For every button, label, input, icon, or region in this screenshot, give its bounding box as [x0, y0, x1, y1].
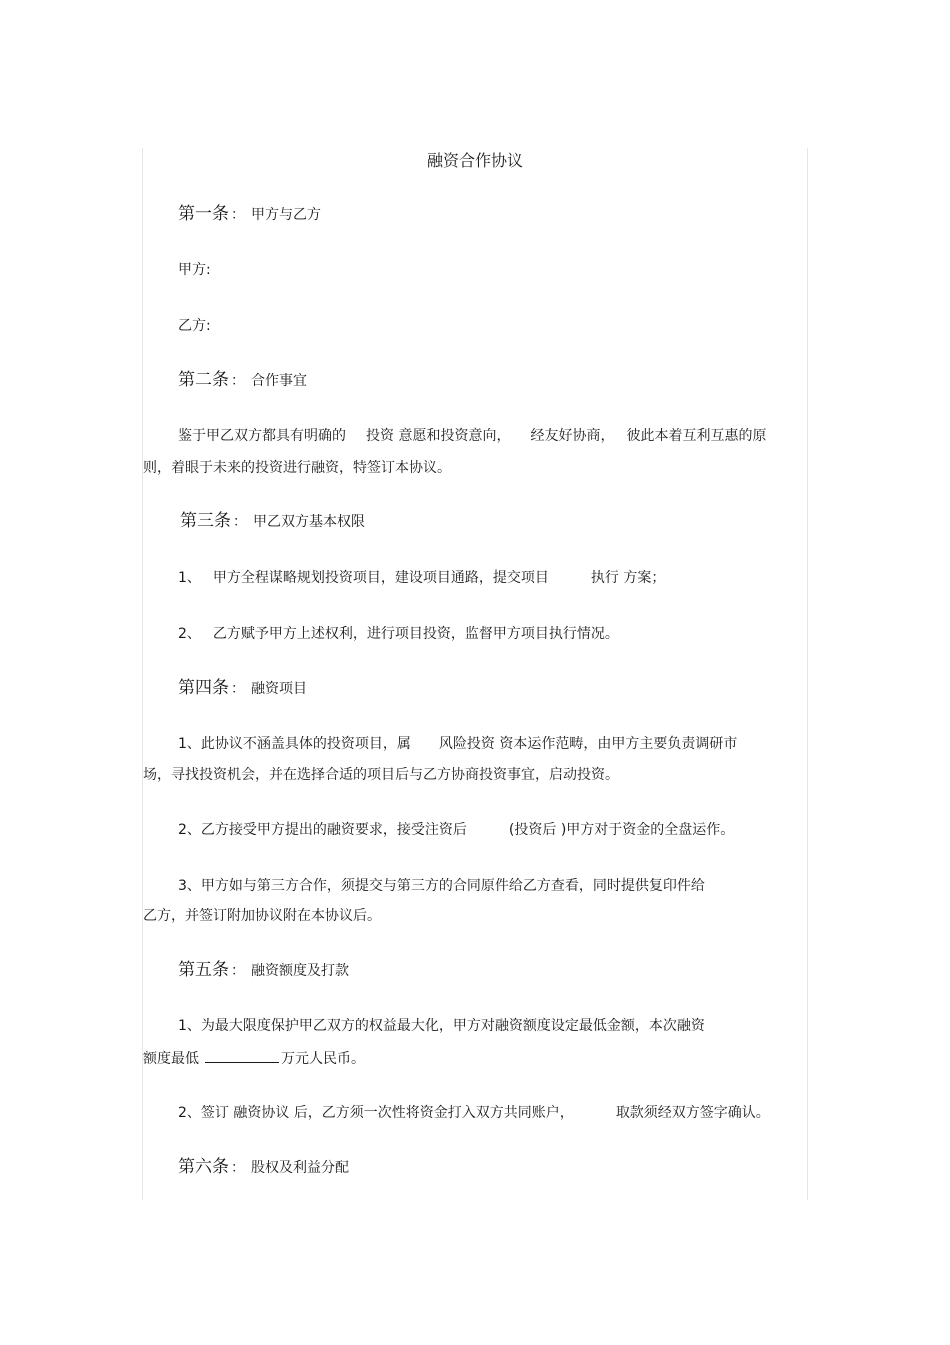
text-run: 鉴于甲乙双方都具有明确的 [178, 428, 346, 444]
article-separator: ： [231, 373, 245, 389]
paragraph-line [178, 426, 766, 446]
paragraph-line [143, 1048, 365, 1069]
paragraph-line: 则，着眼于未来的投资进行融资，特签订本协议。 [143, 460, 451, 476]
article-title: 甲乙双方基本权限 [253, 514, 365, 530]
article-separator: ： [231, 963, 245, 979]
article-number: 第四条 [178, 678, 229, 698]
party-a-line: 甲方: [178, 262, 211, 278]
article-title: 融资项目 [251, 681, 307, 697]
text-run: 乙方赋予甲方上述权利，进行项目投资，监督甲方项目执行情况。 [212, 626, 619, 642]
text-run: 甲方全程谋略规划投资项目，建设项目通路，提交项目 [212, 570, 549, 586]
text-run: 经友好协商， [530, 428, 615, 444]
article-separator: ： [231, 207, 245, 223]
paragraph-line [178, 1103, 770, 1123]
article-title: 融资额度及打款 [251, 963, 349, 979]
article-2-heading [178, 370, 307, 391]
paragraph-line: 1、为最大限度保护甲乙双方的权益最大化，甲方对融资额度设定最低金额，本次融资 [178, 1018, 705, 1034]
article-separator: ： [231, 681, 245, 697]
paragraph-line [178, 820, 734, 840]
article-number: 第三条 [180, 511, 231, 531]
text-run: 2、乙方接受甲方提出的融资要求，接受注资后 [178, 822, 467, 838]
list-number: 1、 [178, 570, 201, 586]
text-run: (投资后 )甲方对于资金的全盘运作。 [508, 822, 735, 838]
amount-blank-line [205, 1048, 279, 1063]
text-run: 万元人民币。 [281, 1051, 365, 1067]
article-separator: ： [231, 1160, 245, 1176]
list-item [178, 624, 619, 644]
text-run: 取款须经双方签字确认。 [615, 1105, 770, 1121]
text-run: 1、此协议不涵盖具体的投资项目，属 [178, 736, 411, 752]
text-run: 执行 方案； [590, 570, 666, 586]
paragraph-line: 3、甲方如与第三方合作，须提交与第三方的合同原件给乙方查看，同时提供复印件给 [178, 878, 705, 894]
list-number: 2、 [178, 626, 201, 642]
list-item [178, 568, 665, 588]
text-run: 风险投资 资本运作范畴，由甲方主要负责调研市 [438, 736, 738, 752]
text-run: 彼此本着互利互惠的原 [626, 428, 767, 444]
text-run: 额度最低 [143, 1051, 199, 1067]
article-number: 第一条 [178, 204, 229, 224]
party-b-line: 乙方: [178, 318, 211, 334]
article-title: 甲方与乙方 [251, 207, 321, 223]
document-title: 融资合作协议 [426, 151, 523, 170]
text-run: 2、签订 融资协议 后，乙方须一次性将资金打入双方共同账户， [178, 1105, 574, 1121]
article-number: 第二条 [178, 370, 229, 390]
article-1-heading [178, 204, 321, 225]
text-run: 投资 意愿和投资意向， [366, 428, 511, 444]
paragraph-line: 乙方，并签订附加协议附在本协议后。 [143, 908, 381, 924]
article-title: 合作事宜 [251, 373, 307, 389]
article-4-heading [178, 678, 307, 699]
article-3-heading [180, 511, 365, 532]
paragraph-line: 场，寻找投资机会，并在选择合适的项目后与乙方协商投资事宜，启动投资。 [143, 767, 619, 783]
article-number: 第六条 [178, 1157, 229, 1177]
article-separator: ： [233, 514, 247, 530]
article-5-heading [178, 960, 349, 981]
article-number: 第五条 [178, 960, 229, 980]
article-title: 股权及利益分配 [251, 1160, 349, 1176]
article-6-heading [178, 1157, 349, 1178]
paragraph-line [178, 734, 737, 754]
document-page [142, 148, 808, 1200]
